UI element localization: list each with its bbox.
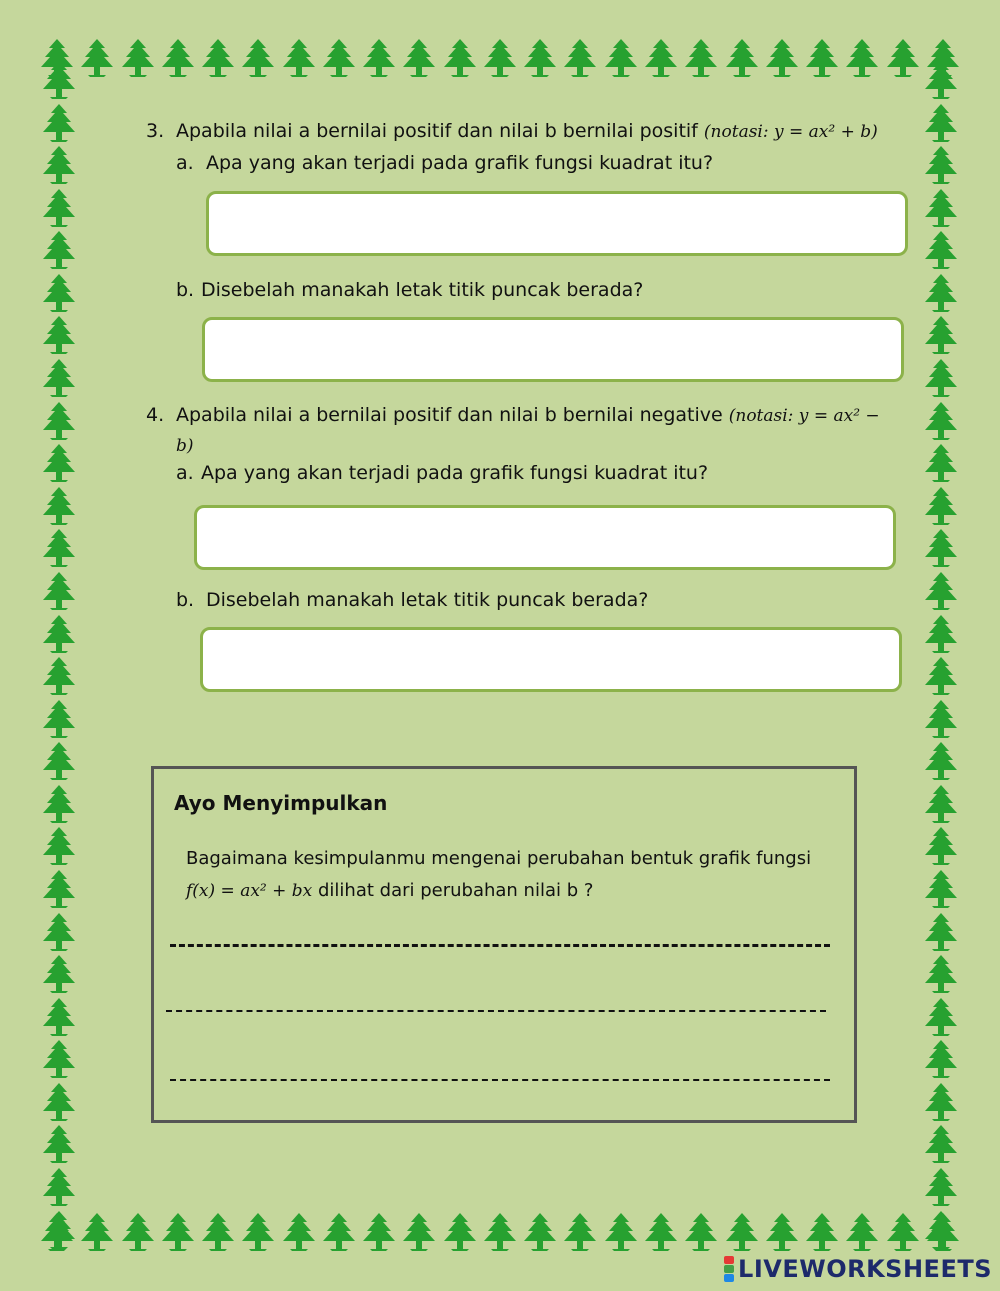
tree-border-top xyxy=(38,38,962,78)
tree-icon xyxy=(40,103,78,143)
sub-label: b. xyxy=(176,589,195,611)
answer-box-4a[interactable] xyxy=(194,505,896,570)
tree-icon xyxy=(922,826,960,866)
answer-line-3[interactable] xyxy=(170,1079,830,1081)
answer-box-4b[interactable] xyxy=(200,627,902,692)
tree-icon xyxy=(481,38,519,78)
tree-icon xyxy=(40,997,78,1037)
tree-icon xyxy=(199,1212,237,1252)
tree-icon xyxy=(642,1212,680,1252)
tree-icon xyxy=(239,38,277,78)
notation-continued: b) xyxy=(176,436,194,456)
tree-border-bottom xyxy=(38,1212,962,1252)
tree-icon xyxy=(119,38,157,78)
formula: f(x) = ax² + bx xyxy=(186,881,313,901)
tree-icon xyxy=(320,1212,358,1252)
notation: (notasi: y = ax² − xyxy=(728,406,880,426)
conclusion-box xyxy=(151,766,857,1123)
question-4a xyxy=(176,462,708,484)
tree-icon xyxy=(40,145,78,185)
tree-icon xyxy=(922,656,960,696)
tree-icon xyxy=(922,912,960,952)
tree-icon xyxy=(723,38,761,78)
answer-line-1[interactable] xyxy=(170,944,830,947)
tree-icon xyxy=(360,1212,398,1252)
tree-icon xyxy=(922,145,960,185)
conclusion-question-line1: Bagaimana kesimpulanmu mengenai perubahan bentuk grafik fungsi xyxy=(186,848,812,869)
tree-icon xyxy=(441,38,479,78)
tree-icon xyxy=(119,1212,157,1252)
logo-text: LIVEWORKSHEETS xyxy=(738,1255,992,1283)
tree-icon xyxy=(40,1210,78,1250)
tree-icon xyxy=(360,38,398,78)
tree-icon xyxy=(40,315,78,355)
tree-icon xyxy=(40,443,78,483)
logo-icon xyxy=(724,1256,734,1282)
tree-icon xyxy=(843,38,881,78)
tree-icon xyxy=(843,1212,881,1252)
tree-icon xyxy=(40,528,78,568)
question-4 xyxy=(146,401,886,461)
tree-icon xyxy=(400,38,438,78)
tree-icon xyxy=(320,38,358,78)
tree-icon xyxy=(922,1082,960,1122)
answer-box-3a[interactable] xyxy=(206,191,908,256)
tree-icon xyxy=(803,1212,841,1252)
question-number: 3. xyxy=(146,120,165,142)
tree-icon xyxy=(602,1212,640,1252)
tree-icon xyxy=(159,1212,197,1252)
tree-icon xyxy=(922,273,960,313)
question-number: 4. xyxy=(146,404,165,426)
tree-icon xyxy=(642,38,680,78)
tree-icon xyxy=(40,571,78,611)
tree-icon xyxy=(40,358,78,398)
tree-icon xyxy=(78,1212,116,1252)
tree-icon xyxy=(40,699,78,739)
answer-line-2[interactable] xyxy=(166,1010,826,1012)
tree-icon xyxy=(40,401,78,441)
question-3a xyxy=(176,152,713,174)
tree-icon xyxy=(40,486,78,526)
tree-icon xyxy=(884,1212,922,1252)
tree-icon xyxy=(922,869,960,909)
tree-icon xyxy=(602,38,640,78)
tree-icon xyxy=(280,1212,318,1252)
tree-icon xyxy=(481,1212,519,1252)
tree-icon xyxy=(40,784,78,824)
tree-icon xyxy=(922,571,960,611)
conclusion-question-line2: dilihat dari perubahan nilai b ? xyxy=(318,880,594,901)
question-4b xyxy=(176,589,648,611)
tree-icon xyxy=(922,741,960,781)
tree-icon xyxy=(159,38,197,78)
answer-box-3b[interactable] xyxy=(202,317,904,382)
tree-icon xyxy=(922,358,960,398)
notation: (notasi: y = ax² + b) xyxy=(703,122,878,142)
tree-icon xyxy=(922,103,960,143)
tree-border-right xyxy=(922,60,960,1250)
tree-icon xyxy=(763,1212,801,1252)
sub-label: b. xyxy=(176,279,195,301)
question-text: Apabila nilai a bernilai positif dan nilai b bernilai negative xyxy=(176,404,723,426)
tree-icon xyxy=(78,38,116,78)
tree-icon xyxy=(922,1210,960,1250)
sub-text: Disebelah manakah letak titik puncak berada? xyxy=(206,589,649,611)
tree-icon xyxy=(40,1039,78,1079)
sub-label: a. xyxy=(176,462,194,484)
tree-icon xyxy=(40,614,78,654)
question-text: Apabila nilai a bernilai positif dan nilai b bernilai positif xyxy=(176,120,698,142)
question-3 xyxy=(146,117,886,147)
sub-text: Disebelah manakah letak titik puncak berada? xyxy=(201,279,644,301)
tree-icon xyxy=(40,230,78,270)
tree-icon xyxy=(803,38,841,78)
tree-icon xyxy=(40,60,78,100)
tree-icon xyxy=(40,1082,78,1122)
tree-icon xyxy=(40,1124,78,1164)
tree-icon xyxy=(884,38,922,78)
tree-icon xyxy=(922,443,960,483)
tree-icon xyxy=(682,1212,720,1252)
tree-icon xyxy=(922,699,960,739)
conclusion-title: Ayo Menyimpulkan xyxy=(174,791,388,815)
tree-icon xyxy=(922,401,960,441)
tree-icon xyxy=(922,1039,960,1079)
tree-icon xyxy=(40,741,78,781)
sub-text: Apa yang akan terjadi pada grafik fungsi kuadrat itu? xyxy=(206,152,714,174)
tree-icon xyxy=(40,656,78,696)
tree-icon xyxy=(922,954,960,994)
tree-icon xyxy=(723,1212,761,1252)
sub-text: Apa yang akan terjadi pada grafik fungsi kuadrat itu? xyxy=(201,462,709,484)
tree-border-left xyxy=(40,60,78,1250)
tree-icon xyxy=(763,38,801,78)
tree-icon xyxy=(922,60,960,100)
tree-icon xyxy=(239,1212,277,1252)
conclusion-question xyxy=(186,843,826,907)
tree-icon xyxy=(40,869,78,909)
tree-icon xyxy=(561,1212,599,1252)
question-3b xyxy=(176,279,643,301)
tree-icon xyxy=(922,997,960,1037)
tree-icon xyxy=(521,1212,559,1252)
tree-icon xyxy=(922,1124,960,1164)
tree-icon xyxy=(561,38,599,78)
tree-icon xyxy=(922,1167,960,1207)
tree-icon xyxy=(922,486,960,526)
tree-icon xyxy=(280,38,318,78)
tree-icon xyxy=(922,784,960,824)
tree-icon xyxy=(199,38,237,78)
tree-icon xyxy=(521,38,559,78)
tree-icon xyxy=(922,188,960,228)
sub-label: a. xyxy=(176,152,194,174)
tree-icon xyxy=(922,614,960,654)
tree-icon xyxy=(40,826,78,866)
tree-icon xyxy=(40,273,78,313)
tree-icon xyxy=(40,188,78,228)
tree-icon xyxy=(40,954,78,994)
tree-icon xyxy=(40,1167,78,1207)
tree-icon xyxy=(40,912,78,952)
liveworksheets-logo xyxy=(724,1255,992,1283)
tree-icon xyxy=(441,1212,479,1252)
tree-icon xyxy=(922,315,960,355)
tree-icon xyxy=(922,230,960,270)
tree-icon xyxy=(400,1212,438,1252)
tree-icon xyxy=(922,528,960,568)
tree-icon xyxy=(682,38,720,78)
